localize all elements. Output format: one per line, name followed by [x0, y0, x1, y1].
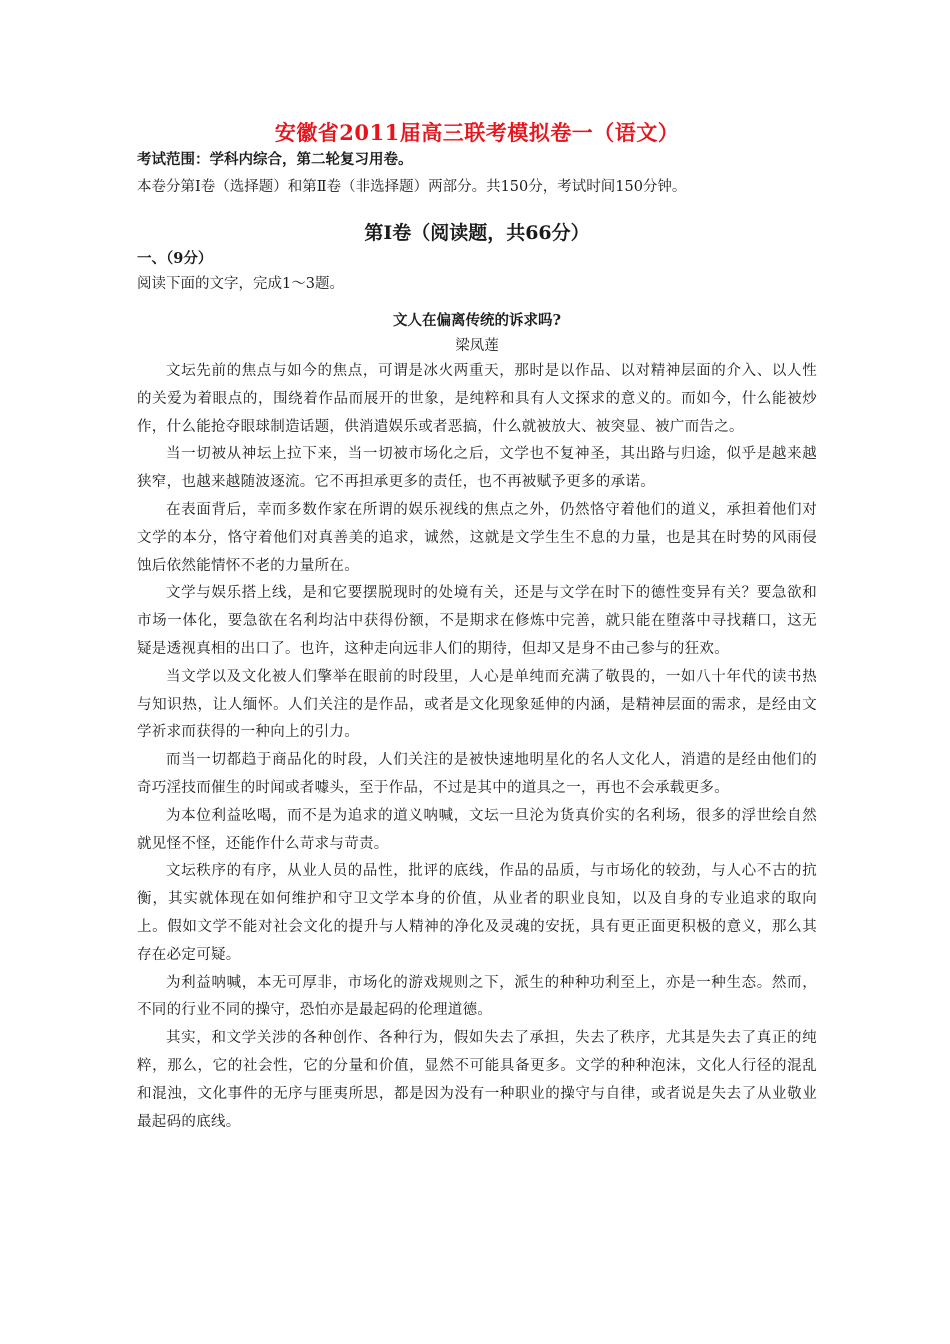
exam-page — [137, 118, 817, 1136]
question-instruction: 阅读下面的文字，完成1～3题。 — [137, 276, 344, 292]
question-number: 一、（9分） — [137, 250, 213, 267]
article-paragraph: 文学与娱乐搭上线，是和它要摆脱现时的处境有关，还是与文学在时下的德性变异有关？要急欲和市场一体化，要急欲在名利均沾中获得份额，不是期求在修炼中完善，就只能在堕落中寻找藉口，这无疑是透视真相的出口了。也许，这种走向远非人们的期待，但却又是身不由己参与的狂欢。 — [137, 585, 817, 657]
article-title: 文人在偏离传统的诉求吗? — [393, 312, 561, 329]
article-author: 梁凤莲 — [455, 338, 499, 354]
article-paragraph: 文坛秩序的有序，从业人员的品性，批评的底线，作品的品质，与市场化的较劲，与人心不古的抗衡，其实就体现在如何维护和守卫文学本身的价值，从业者的职业良知，以及自身的专业追求的取向上。假如文学不能对社会文化的提升与人精神的净化及灵魂的安抚，具有更正面更积极的意义，那么其存在必定可疑。 — [137, 863, 817, 963]
article-paragraph: 当一切被从神坛上拉下来，当一切被市场化之后，文学也不复神圣，其出路与归途，似乎是越来越狭窄，也越来越随波逐流。它不再担承更多的责任，也不再被赋予更多的承诺。 — [137, 446, 817, 491]
section-title: 第Ⅰ卷（阅读题，共66分） — [364, 222, 590, 244]
exam-scope: 考试范围：学科内综合，第二轮复习用卷。 — [137, 151, 413, 168]
exam-title: 安徽省2011届高三联考模拟卷一（语文） — [274, 120, 680, 145]
article-paragraph: 在表面背后，幸而多数作家在所谓的娱乐视线的焦点之外，仍然恪守着他们的道义，承担着他们对文学的本分，恪守着他们对真善美的追求，诚然，这就是文学生生不息的力量，也是其在时势的风雨侵蚀后依然能情怀不老的力量所在。 — [137, 501, 817, 574]
exam-intro: 本卷分第Ⅰ卷（选择题）和第Ⅱ卷（非选择题）两部分。共150分，考试时间150分钟。 — [137, 179, 687, 195]
article-paragraph: 当文学以及文化被人们擎举在眼前的时段里，人心是单纯而充满了敬畏的，一如八十年代的读书热与知识热，让人缅怀。人们关注的是作品，或者是文化现象延伸的内涵，是精神层面的需求，是经由文学祈求而获得的一种向上的引力。 — [137, 668, 817, 741]
article-body — [137, 358, 817, 1136]
article-paragraph: 而当一切都趋于商品化的时段，人们关注的是被快速地明星化的名人文化人，消遣的是经由他们的奇巧淫技而催生的时闻或者噱头，至于作品，不过是其中的道具之一，再也不会承载更多。 — [137, 752, 817, 796]
article-paragraph: 为利益呐喊，本无可厚非，市场化的游戏规则之下，派生的种种功利至上，亦是一种生态。然而，不同的行业不同的操守，恐怕亦是最起码的伦理道德。 — [137, 974, 817, 1019]
article-paragraph: 其实，和文学关涉的各种创作、各种行为，假如失去了承担，失去了秩序，尤其是失去了真正的纯粹，那么，它的社会性，它的分量和价值，显然不可能具备更多。文学的种种泡沫，文化人行径的混乱和混浊，文化事件的无序与匪夷所思，都是因为没有一种职业的操守与自律，或者说是失去了从业敬业最起码的底线。 — [137, 1030, 817, 1130]
article-paragraph: 为本位利益吆喝，而不是为追求的道义呐喊，文坛一旦沦为货真价实的名利场，很多的浮世绘自然就见怪不怪，还能作什么苛求与苛责。 — [137, 807, 817, 852]
article-paragraph: 文坛先前的焦点与如今的焦点，可谓是冰火两重天，那时是以作品、以对精神层面的介入、以人性的关爱为着眼点的，围绕着作品而展开的世象，是纯粹和具有人文探求的意义的。而如今，什么能被炒作，什么能抢夺眼球制造话题，供消遣娱乐或者恶搞，什么就被放大、被突显、被广而告之。 — [137, 363, 817, 435]
